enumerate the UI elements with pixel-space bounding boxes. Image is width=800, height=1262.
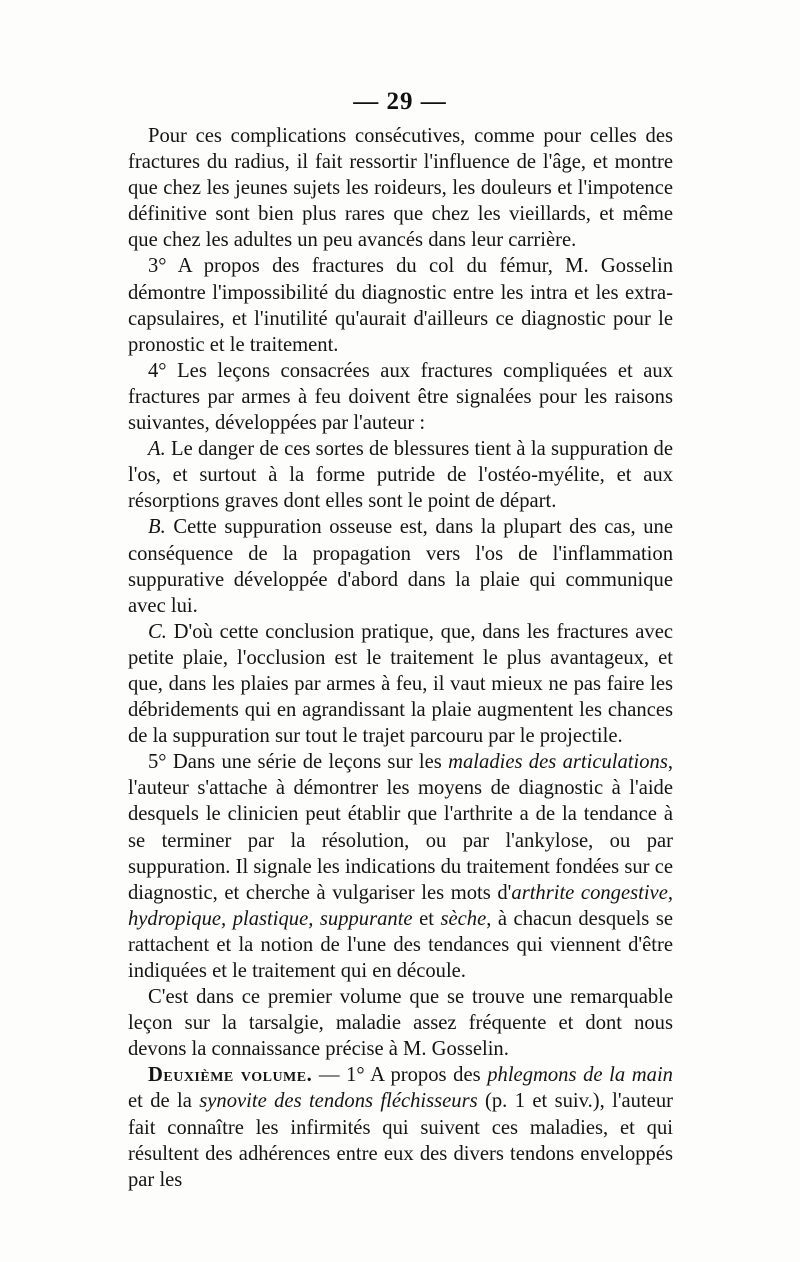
page-number: — 29 — — [353, 88, 447, 115]
paragraph-text: Le danger de ces sortes de blessures tient à la suppuration de l'os, et surtout à la forme putride de l'ostéo-myélite, et aux résorptions graves dont elles sont le point de départ. — [128, 438, 673, 513]
paragraph-text: 4° Les leçons consacrées aux fractures compliquées et aux fractures par armes à feu doivent être signalées pour les raisons suivantes, développées par l'auteur : — [128, 359, 673, 435]
italic-term: arthrite congestive, hydropique, plastique, suppurante — [128, 881, 673, 930]
paragraph-text: et de la — [128, 1090, 200, 1113]
paragraph-text: 5° Dans une série de leçons sur les — [148, 751, 449, 774]
paragraph-text: Pour ces complications consécutives, comme pour celles des fractures du radius, il fait ressortir l'influence de l'âge, et montre que chez les jeunes sujets les roideurs, les douleurs et l'impotence définitive sont bien plus rares que chez les vieillards, et même que chez les adultes un peu avancés dans leur carrière. — [128, 125, 673, 252]
paragraph — [128, 253, 673, 357]
italic-term: sèche — [440, 907, 487, 930]
item-label: C. — [148, 620, 167, 643]
paragraph — [128, 619, 673, 749]
paragraph-text: Cette suppuration osseuse est, dans la plupart des cas, une conséquence de la propagation vers l'os de l'inflammation suppurative développée d'abord dans la plaie qui communique avec lui. — [128, 516, 673, 617]
item-label: A. — [148, 438, 166, 461]
paragraph — [128, 984, 673, 1062]
paragraph-text: 3° A propos des fractures du col du fémur, M. Gosselin démontre l'impossibilité du diagnostic entre les intra et les extra-capsulaires, et l'inutilité qu'aurait d'ailleurs ce diagnostic pour le pronostic et le traitement. — [128, 255, 673, 356]
paragraph-text: C'est dans ce premier volume que se trouve une remarquable leçon sur la tarsalgie, maladie assez fréquente et dont nous devons la connaissance précise à M. Gosselin. — [128, 986, 673, 1061]
paragraph-text: (p. 1 et suiv.), l'auteur fait connaître les infirmités qui suivent ces maladies, et qui résultent des adhérences entre eux des divers tendons enveloppés par les — [128, 1090, 674, 1191]
italic-term: synovite des tendons fléchisseurs — [199, 1090, 478, 1113]
paragraph — [128, 514, 673, 618]
paragraph-text: — 1° A propos des — [312, 1064, 488, 1087]
paragraph — [128, 436, 673, 514]
paragraph-text: , l'auteur s'attache à démontrer les moyens de diagnostic à l'aide desquels le clinicien peut établir que l'arthrite a de la tendance à se terminer par la résolution, ou par l'ankylose, ou par suppuration. Il signale les indications du traitement fondées sur ce diagnostic, et cherche à vulgariser les mots d' — [128, 751, 673, 904]
paragraph-text: D'où cette conclusion pratique, que, dans les fractures avec petite plaie, l'occlusion est le traitement le plus avantageux, et que, dans les plaies par armes à feu, il vaut mieux ne pas faire les débridements qui en agrandissant la plaie augmentent les chances de la suppuration sur tout le trajet parcouru par le projectile. — [128, 620, 673, 748]
paragraph — [128, 749, 673, 984]
paragraph — [128, 1062, 673, 1192]
paragraph — [128, 358, 673, 436]
paragraph-text: , à chacun desquels se rattachent et la notion de l'une des tendances qui viennent d'être indiquées et le traitement qui en découle. — [128, 907, 673, 982]
paragraph-text: et — [412, 907, 441, 930]
section-heading: Deuxième volume. — [148, 1064, 313, 1087]
item-label: B. — [148, 516, 166, 539]
body-text — [128, 123, 673, 1193]
paragraph — [128, 123, 673, 253]
italic-term: maladies des articulations — [448, 751, 668, 774]
italic-term: phlegmons de la main — [487, 1064, 673, 1087]
